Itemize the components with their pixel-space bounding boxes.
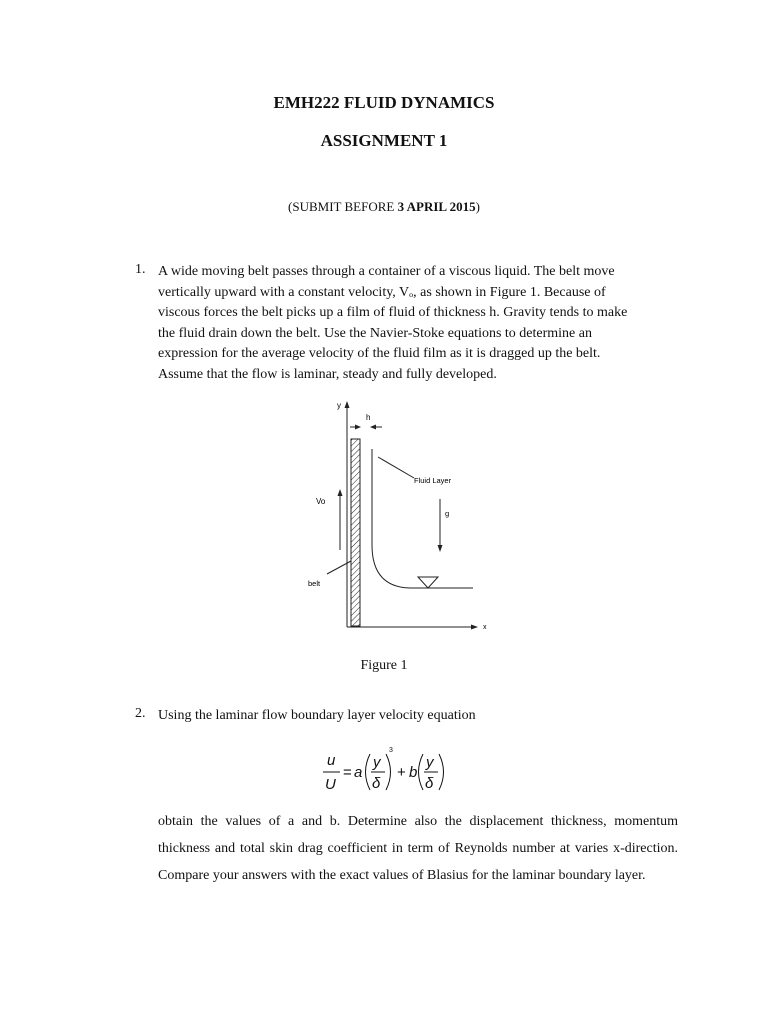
y-axis-arrowhead bbox=[345, 401, 350, 408]
eq-paren-close-2 bbox=[439, 754, 444, 790]
fluid-layer-label: Fluid Layer bbox=[414, 476, 452, 485]
submit-note bbox=[0, 199, 768, 215]
x-axis-arrowhead bbox=[471, 625, 478, 630]
eq-equals: = bbox=[343, 764, 352, 781]
free-surface-symbol bbox=[418, 577, 438, 588]
course-title: EMH222 FLUID DYNAMICS bbox=[273, 93, 495, 112]
eq-b: b bbox=[409, 764, 418, 781]
eq-u: u bbox=[327, 752, 336, 769]
eq-U: U bbox=[325, 776, 336, 793]
g-label: g bbox=[445, 509, 450, 518]
question-1-text bbox=[158, 262, 627, 385]
eq-delta1: δ bbox=[372, 775, 381, 792]
q1-line: the fluid drain down the belt. Use the Navier-Stoke equations to determine an bbox=[158, 325, 592, 341]
fluid-film-curve bbox=[372, 449, 473, 588]
vo-label: Vo bbox=[316, 497, 326, 506]
eq-delta2: δ bbox=[425, 775, 434, 792]
vo-arrowhead bbox=[338, 489, 343, 496]
question-2-number: 2. bbox=[135, 706, 146, 721]
eq-paren-open-2 bbox=[419, 754, 424, 790]
eq-paren-open-1 bbox=[366, 754, 371, 790]
eq-exponent: 3 bbox=[389, 747, 393, 754]
assignment-title: ASSIGNMENT 1 bbox=[320, 131, 448, 150]
q1-line: A wide moving belt passes through a container of a viscous liquid. The belt move bbox=[158, 264, 615, 279]
q1-line: Assume that the flow is laminar, steady and fully developed. bbox=[158, 366, 497, 382]
fluid-layer-leader bbox=[378, 457, 414, 478]
figure-1-diagram bbox=[300, 395, 500, 640]
question-2-body: obtain the values of a and b. Determine also the displacement thickness, momentum thickness and total skin drag coefficient in term of Reynolds number at varies x-direction. Compare your answers with the exact values of Blasius for the laminar boundary layer. bbox=[158, 814, 678, 883]
eq-plus: + bbox=[397, 764, 406, 781]
submit-date: 3 APRIL 2015 bbox=[397, 199, 476, 214]
h-arrowhead-right bbox=[370, 425, 376, 430]
y-axis-label: y bbox=[337, 401, 341, 410]
submit-suffix: ) bbox=[475, 199, 480, 214]
velocity-equation bbox=[310, 742, 470, 802]
g-arrowhead bbox=[438, 545, 443, 552]
question-2-intro: Using the laminar flow boundary layer velocity equation bbox=[158, 708, 476, 723]
submit-prefix: (SUBMIT BEFORE bbox=[288, 199, 398, 214]
figure-caption: Figure 1 bbox=[360, 658, 408, 673]
eq-y2: y bbox=[426, 754, 434, 771]
eq-a: a bbox=[354, 764, 363, 781]
q1-line: vertically upward with a constant velocity, Vₒ, as shown in Figure 1. Because of bbox=[158, 284, 606, 300]
h-arrowhead-left bbox=[355, 425, 361, 430]
eq-y1: y bbox=[373, 754, 381, 771]
x-axis-label: x bbox=[483, 624, 487, 631]
q1-line: viscous forces the belt picks up a film of fluid of thickness h. Gravity tends to make bbox=[158, 305, 628, 320]
belt-hatch bbox=[351, 439, 360, 626]
belt-label: belt bbox=[308, 579, 321, 588]
eq-paren-close-1 bbox=[386, 754, 391, 790]
question-1-number: 1. bbox=[135, 262, 146, 277]
q1-line: expression for the average velocity of the fluid film as it is dragged up the belt. bbox=[158, 346, 601, 361]
h-label: h bbox=[366, 413, 371, 422]
